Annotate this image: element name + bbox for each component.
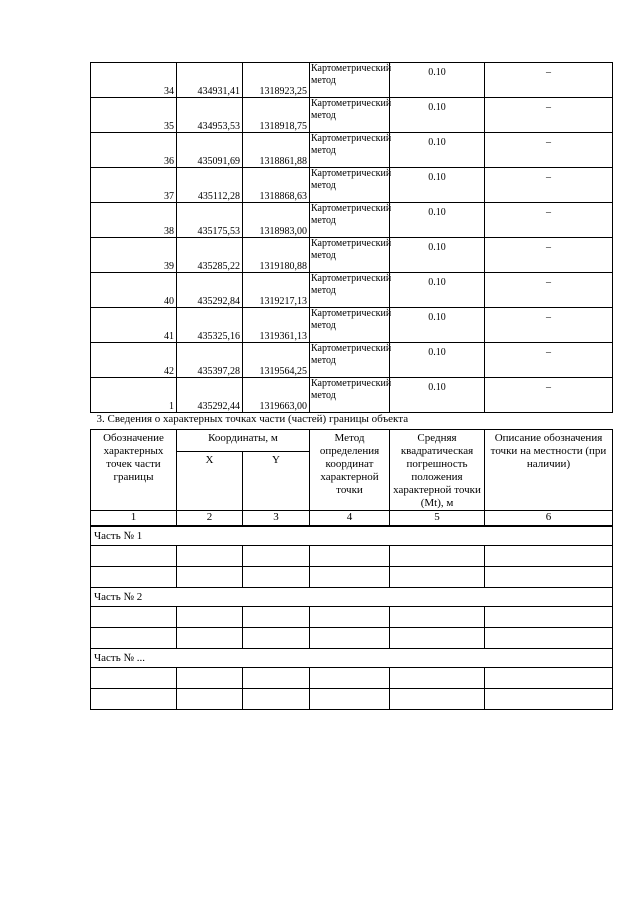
point-y: 1319180,88 bbox=[243, 238, 310, 273]
empty-row bbox=[91, 546, 613, 567]
point-error: 0.10 bbox=[390, 273, 485, 308]
empty-row bbox=[91, 628, 613, 649]
column-index-row bbox=[91, 511, 613, 527]
header-desc: Описание обозначения точки на местности (при наличии) bbox=[485, 430, 613, 511]
point-method: Картометрический метод bbox=[310, 238, 390, 273]
point-description: – bbox=[485, 63, 613, 98]
point-y: 1318868,63 bbox=[243, 168, 310, 203]
point-method: Картометрический метод bbox=[310, 273, 390, 308]
column-index: 4 bbox=[310, 511, 390, 527]
point-number: 40 bbox=[91, 273, 177, 308]
part-row bbox=[91, 649, 613, 668]
point-description: – bbox=[485, 133, 613, 168]
column-index: 5 bbox=[390, 511, 485, 527]
point-description: – bbox=[485, 238, 613, 273]
point-method: Картометрический метод bbox=[310, 308, 390, 343]
point-y: 1319361,13 bbox=[243, 308, 310, 343]
point-y: 1319217,13 bbox=[243, 273, 310, 308]
section-3-title: 3. Сведения о характерных точках части (частей) границы объекта bbox=[91, 413, 613, 430]
point-row bbox=[91, 168, 613, 203]
point-x: 435292,84 bbox=[177, 273, 243, 308]
point-error: 0.10 bbox=[390, 343, 485, 378]
point-x: 435397,28 bbox=[177, 343, 243, 378]
point-row bbox=[91, 63, 613, 98]
point-number: 42 bbox=[91, 343, 177, 378]
part-row bbox=[91, 526, 613, 546]
point-method: Картометрический метод bbox=[310, 168, 390, 203]
point-x: 435325,16 bbox=[177, 308, 243, 343]
point-error: 0.10 bbox=[390, 133, 485, 168]
point-method: Картометрический метод bbox=[310, 133, 390, 168]
point-number: 34 bbox=[91, 63, 177, 98]
part-label: Часть № 1 bbox=[91, 526, 613, 546]
point-x: 435292,44 bbox=[177, 378, 243, 413]
point-x: 434931,41 bbox=[177, 63, 243, 98]
point-error: 0.10 bbox=[390, 98, 485, 133]
point-x: 435285,22 bbox=[177, 238, 243, 273]
point-error: 0.10 bbox=[390, 308, 485, 343]
point-description: – bbox=[485, 98, 613, 133]
point-x: 435175,53 bbox=[177, 203, 243, 238]
empty-row bbox=[91, 607, 613, 628]
empty-row bbox=[91, 668, 613, 689]
header-coords: Координаты, м bbox=[177, 430, 310, 452]
point-number: 39 bbox=[91, 238, 177, 273]
point-error: 0.10 bbox=[390, 378, 485, 413]
point-x: 434953,53 bbox=[177, 98, 243, 133]
point-method: Картометрический метод bbox=[310, 63, 390, 98]
header-x: X bbox=[177, 452, 243, 511]
empty-row bbox=[91, 689, 613, 710]
point-error: 0.10 bbox=[390, 63, 485, 98]
point-description: – bbox=[485, 343, 613, 378]
point-y: 1318983,00 bbox=[243, 203, 310, 238]
point-number: 37 bbox=[91, 168, 177, 203]
point-error: 0.10 bbox=[390, 238, 485, 273]
column-index: 1 bbox=[91, 511, 177, 527]
point-y: 1319564,25 bbox=[243, 343, 310, 378]
header-error: Средняя квадратическая погрешность положения характерной точки (Mt), м bbox=[390, 430, 485, 511]
point-error: 0.10 bbox=[390, 203, 485, 238]
header-row bbox=[91, 430, 613, 452]
point-x: 435091,69 bbox=[177, 133, 243, 168]
part-label: Часть № 2 bbox=[91, 588, 613, 607]
part-row bbox=[91, 588, 613, 607]
column-index: 2 bbox=[177, 511, 243, 527]
empty-row bbox=[91, 567, 613, 588]
point-y: 1319663,00 bbox=[243, 378, 310, 413]
point-row bbox=[91, 238, 613, 273]
point-number: 1 bbox=[91, 378, 177, 413]
point-row bbox=[91, 203, 613, 238]
section-3-title-row bbox=[91, 413, 613, 430]
point-description: – bbox=[485, 273, 613, 308]
column-index: 3 bbox=[243, 511, 310, 527]
point-method: Картометрический метод bbox=[310, 98, 390, 133]
point-row bbox=[91, 98, 613, 133]
point-method: Картометрический метод bbox=[310, 203, 390, 238]
point-y: 1318923,25 bbox=[243, 63, 310, 98]
point-row bbox=[91, 133, 613, 168]
point-error: 0.10 bbox=[390, 168, 485, 203]
boundary-points-table bbox=[90, 62, 613, 710]
header-designation: Обозначение характерных точек части границы bbox=[91, 430, 177, 511]
point-method: Картометрический метод bbox=[310, 378, 390, 413]
point-y: 1318918,75 bbox=[243, 98, 310, 133]
point-number: 35 bbox=[91, 98, 177, 133]
point-row bbox=[91, 273, 613, 308]
point-description: – bbox=[485, 203, 613, 238]
point-description: – bbox=[485, 378, 613, 413]
point-row bbox=[91, 308, 613, 343]
header-y: Y bbox=[243, 452, 310, 511]
point-row bbox=[91, 343, 613, 378]
point-number: 38 bbox=[91, 203, 177, 238]
column-index: 6 bbox=[485, 511, 613, 527]
point-number: 41 bbox=[91, 308, 177, 343]
header-method: Метод определения координат характерной точки bbox=[310, 430, 390, 511]
point-number: 36 bbox=[91, 133, 177, 168]
point-y: 1318861,88 bbox=[243, 133, 310, 168]
points-body bbox=[91, 63, 613, 413]
point-row bbox=[91, 378, 613, 413]
point-x: 435112,28 bbox=[177, 168, 243, 203]
part-label: Часть № ... bbox=[91, 649, 613, 668]
point-description: – bbox=[485, 308, 613, 343]
point-method: Картометрический метод bbox=[310, 343, 390, 378]
point-description: – bbox=[485, 168, 613, 203]
